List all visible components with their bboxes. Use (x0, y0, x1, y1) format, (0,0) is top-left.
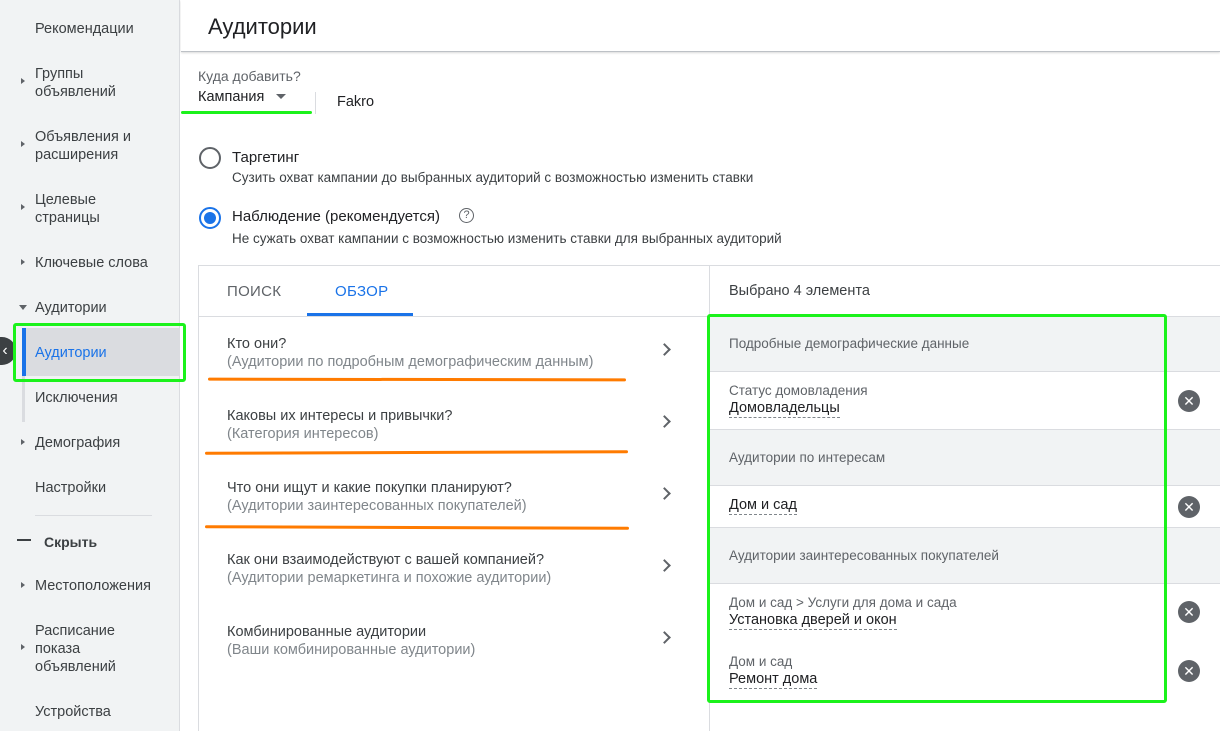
category-in-market[interactable] (227, 479, 697, 515)
category-title: Что они ищут и какие покупки планируют? (227, 480, 512, 496)
section-heading: Аудитории заинтересованных покупателей (710, 528, 1220, 583)
caret-right-icon (21, 644, 25, 650)
targeting-radio[interactable] (199, 147, 221, 169)
category-interests[interactable] (227, 407, 697, 443)
sidebar-item-label: Демография (35, 435, 121, 451)
sidebar-item-label: Ключевые слова (35, 255, 148, 271)
level-dropdown[interactable] (198, 88, 302, 108)
highlight-underline (181, 111, 312, 114)
category-subtitle: (Аудитории заинтересованных покупателей) (227, 498, 527, 514)
category-title: Кто они? (227, 336, 287, 352)
caret-right-icon (21, 259, 25, 265)
sidebar-item-devices[interactable] (0, 703, 180, 723)
caret-right-icon (21, 78, 25, 84)
chevron-left-icon: ‹ (2, 342, 8, 359)
sidebar-item-label: Настройки (35, 480, 107, 496)
item-value: Установка дверей и окон (729, 612, 897, 628)
sidebar-item-label: Местоположения (35, 578, 151, 594)
category-title: Каковы их интересы и привычки? (227, 408, 453, 424)
category-remarketing[interactable] (227, 551, 697, 587)
help-icon[interactable]: ? (459, 208, 474, 223)
sidebar-item-label: Устройства (35, 704, 111, 720)
sidebar-item-label: Объявления и расширения (35, 129, 131, 163)
target-question: Куда добавить? (198, 68, 301, 84)
sidebar-item-audiences-group[interactable] (0, 299, 180, 319)
item-path: Статус домовладения (729, 383, 868, 398)
sidebar-item-landing-pages[interactable] (0, 191, 180, 231)
section-heading: Аудитории по интересам (710, 430, 1220, 485)
sidebar-item-keywords[interactable] (0, 254, 180, 274)
sidebar-item-exclusions[interactable] (0, 389, 180, 409)
tab-browse[interactable]: ОБЗОР (335, 283, 389, 300)
sidebar-item-label: Рекомендации (35, 21, 134, 37)
category-combined[interactable] (227, 623, 697, 659)
sidebar-item-label: Исключения (35, 390, 118, 406)
dropdown-arrow-icon (276, 94, 286, 99)
sidebar-item-label: Аудитории (35, 300, 107, 316)
remove-icon[interactable]: ✕ (1178, 390, 1200, 412)
item-value: Ремонт дома (729, 671, 818, 687)
targeting-option-desc: Сузить охват кампании до выбранных аудиторий с возможностью изменить ставки (232, 170, 754, 185)
sidebar-item-ad-schedule[interactable] (0, 622, 180, 680)
category-subtitle: (Аудитории по подробным демографическим данным) (227, 354, 594, 370)
highlight-annotation (13, 323, 186, 382)
sidebar-item-ads-extensions[interactable] (0, 128, 180, 168)
sidebar-item-settings[interactable] (0, 479, 180, 499)
sidebar-item-ad-groups[interactable] (0, 65, 180, 105)
item-path: Дом и сад (729, 654, 793, 669)
category-subtitle: (Аудитории ремаркетинга и похожие аудитории) (227, 570, 552, 586)
caret-right-icon (21, 439, 25, 445)
item-path: Дом и сад > Услуги для дома и сада (729, 595, 957, 610)
sidebar-item-label: Аудитории (35, 345, 107, 361)
section-heading: Подробные демографические данные (710, 317, 1220, 371)
sidebar-item-label: Целевые страницы (35, 192, 100, 226)
tab-search[interactable]: ПОИСК (227, 283, 282, 300)
sidebar-divider (35, 515, 152, 516)
vertical-divider (315, 92, 316, 114)
caret-right-icon (21, 204, 25, 210)
observation-option-desc: Не сужать охват кампании с возможностью изменить ставки для выбранных аудиторий (232, 231, 782, 246)
category-title: Комбинированные аудитории (227, 624, 427, 640)
remove-icon[interactable]: ✕ (1178, 660, 1200, 682)
category-title: Как они взаимодействуют с вашей компанией? (227, 552, 545, 568)
page-header (181, 0, 1220, 52)
caret-right-icon (21, 141, 25, 147)
observation-option-title: Наблюдение (рекомендуется) (232, 208, 440, 225)
campaign-name: Fakro (337, 94, 375, 110)
selected-count: Выбрано 4 элемента (729, 283, 870, 299)
item-value: Домовладельцы (729, 400, 840, 416)
page-title: Аудитории (208, 14, 317, 39)
targeting-option-title: Таргетинг (232, 149, 300, 166)
sidebar-item-label: Скрыть (44, 534, 98, 550)
tabs-divider (199, 316, 709, 317)
category-who[interactable] (227, 335, 697, 371)
remove-icon[interactable]: ✕ (1178, 496, 1200, 518)
highlight-annotation (707, 314, 1167, 703)
sidebar-hide-toggle[interactable] (0, 533, 180, 553)
caret-down-icon (19, 305, 27, 310)
sidebar-item-demographics[interactable] (0, 434, 180, 454)
caret-right-icon (21, 582, 25, 588)
browse-panel (198, 265, 710, 731)
level-dropdown-value: Кампания (198, 89, 265, 105)
observation-radio[interactable] (199, 207, 221, 229)
category-subtitle: (Ваши комбинированные аудитории) (227, 642, 476, 658)
sidebar-item-locations[interactable] (0, 577, 180, 597)
sidebar-item-recommendations[interactable] (0, 20, 180, 40)
item-value: Дом и сад (729, 497, 797, 513)
sidebar-item-label: Группы объявлений (35, 66, 116, 100)
sidebar-item-label: Расписание показа объявлений (35, 623, 116, 675)
category-subtitle: (Категория интересов) (227, 426, 379, 442)
remove-icon[interactable]: ✕ (1178, 601, 1200, 623)
